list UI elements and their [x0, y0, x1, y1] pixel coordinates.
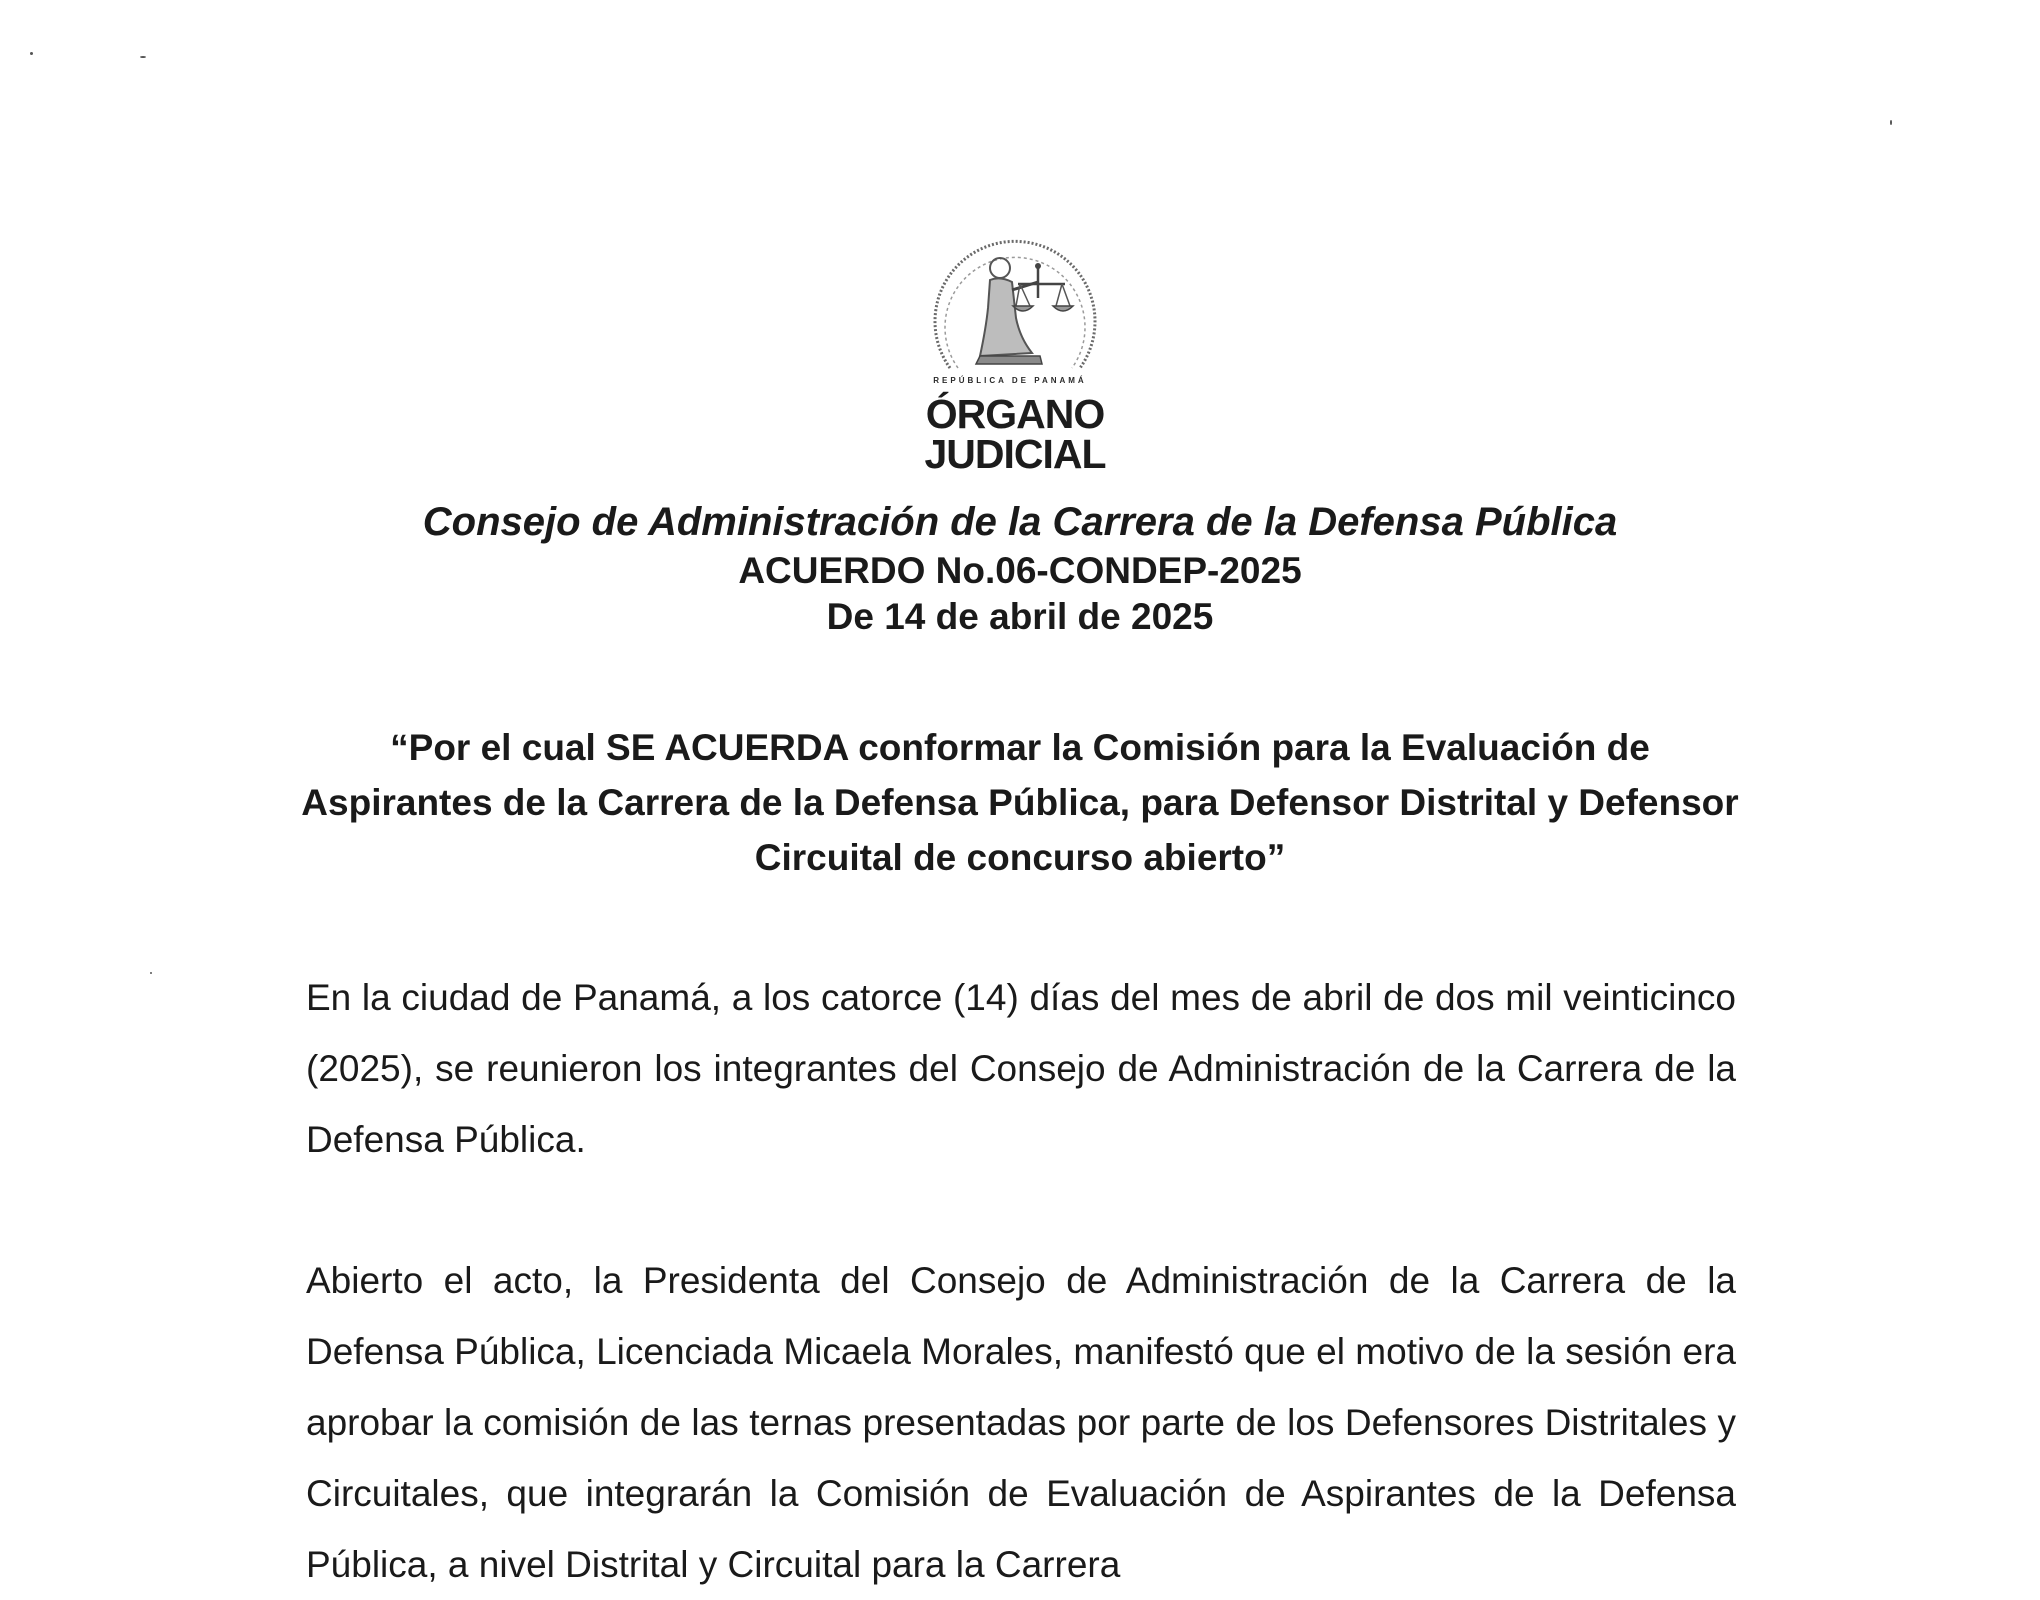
agreement-number: ACUERDO No.06-CONDEP-2025 [738, 550, 1302, 591]
logo-line-organo: ÓRGANO [925, 391, 1105, 437]
body-paragraph-1: En la ciudad de Panamá, a los catorce (14) días del mes de abril de dos mil veinticinco (2025), se reunieron los integrantes del Consejo de Administración de la Carrera de la Defensa Pública. [306, 977, 1736, 1160]
scales-of-justice-icon [920, 228, 1110, 378]
body-paragraph-2: Abierto el acto, la Presidenta del Consejo de Administración de la Carrera de la Defensa Pública, Licenciada Micaela Morales, manifestó que el motivo de la sesión era aprobar la comisión de las ternas presentadas por parte de los Defensores Distritales y Circuitales, que integrarán la Comisión de Evaluación de Aspirantes de la Defensa Pública, a nivel Distrital y Circuital para la Carrera [306, 1260, 1736, 1585]
agreement-title: “Por el cual SE ACUERDA conformar la Comisión para la Evaluación de Aspirantes de la Carrera de la Defensa Pública, para Defensor Distrital y Defensor Circuital de concurso abierto” [301, 727, 1739, 878]
scan-speck [30, 52, 33, 55]
scan-speck [140, 56, 146, 58]
council-name: Consejo de Administración de la Carrera de la Defensa Pública [422, 500, 1618, 544]
scan-speck [1890, 120, 1892, 125]
logo-line-judicial: JUDICIAL [924, 431, 1106, 477]
judicial-seal-emblem [920, 228, 1110, 378]
scan-speck [150, 972, 152, 974]
seal-caption: REPÚBLICA DE PANAMÁ [933, 376, 1087, 385]
agreement-date: De 14 de abril de 2025 [826, 596, 1214, 637]
